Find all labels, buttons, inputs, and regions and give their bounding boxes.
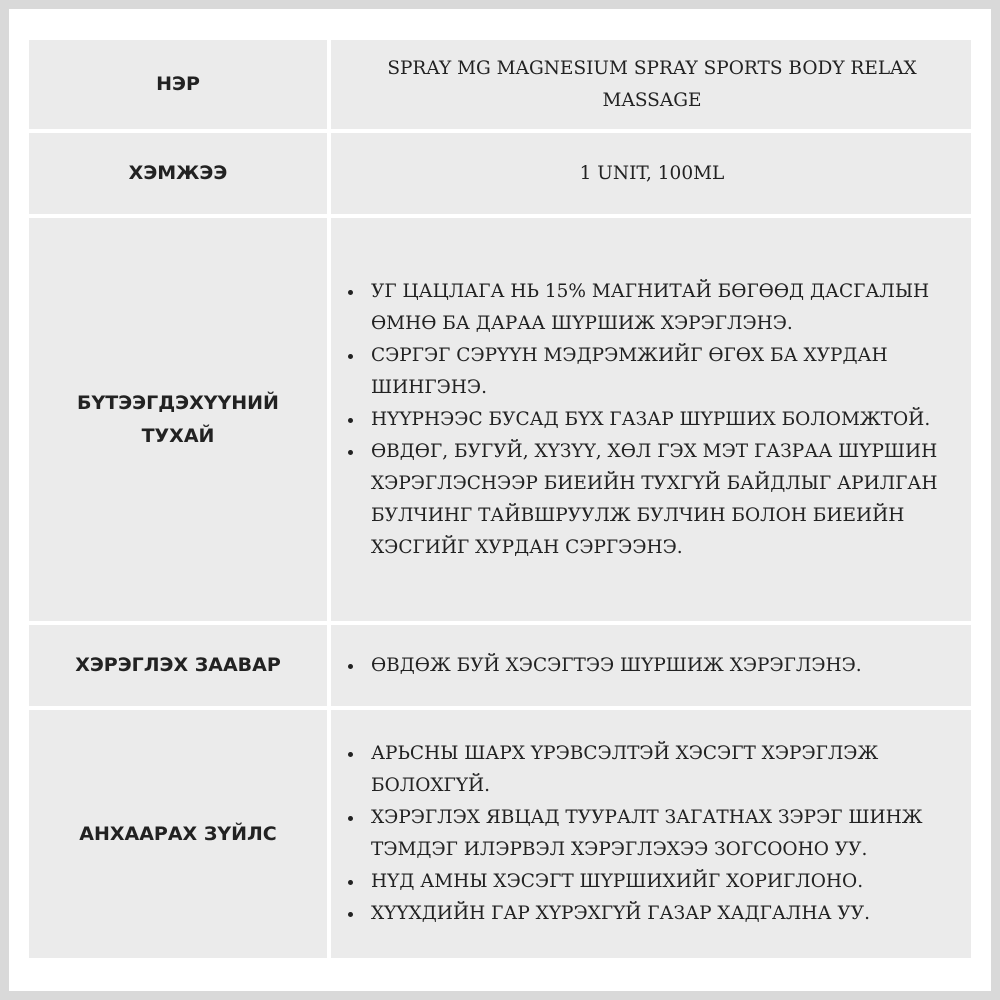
list-item: • ХЭРЭГЛЭХ ЯВЦАД ТУУРАЛТ ЗАГАТНАХ ЗЭРЭГ ШИНЖ ТЭМДЭГ ИЛЭРВЭЛ ХЭРЭГЛЭХЭЭ ЗОГСООНО УУ. xyxy=(365,802,963,866)
size-label: ХЭМЖЭЭ xyxy=(29,133,327,214)
product-info-table xyxy=(25,36,975,962)
cautions-list xyxy=(341,738,963,930)
product-info-sheet xyxy=(9,9,991,991)
about-list xyxy=(341,276,963,564)
usage-list xyxy=(341,650,963,682)
table-row xyxy=(29,40,971,129)
list-item: • НҮД АМНЫ ХЭСЭГТ ШҮРШИХИЙГ ХОРИГЛОНО. xyxy=(365,866,963,898)
about-value xyxy=(331,218,971,621)
usage-label: ХЭРЭГЛЭХ ЗААВАР xyxy=(29,625,327,706)
list-item: • СЭРГЭГ СЭРҮҮН МЭДРЭМЖИЙГ ӨГӨХ БА ХУРДАН ШИНГЭНЭ. xyxy=(365,340,963,404)
name-label: НЭР xyxy=(29,40,327,129)
table-row xyxy=(29,218,971,621)
list-item: • ӨВДӨЖ БУЙ ХЭСЭГТЭЭ ШҮРШИЖ ХЭРЭГЛЭНЭ. xyxy=(365,650,963,682)
name-value: SPRAY MG MAGNESIUM SPRAY SPORTS BODY RELAX MASSAGE xyxy=(331,40,971,129)
list-item: • ӨВДӨГ, БУГУЙ, ХҮЗҮҮ, ХӨЛ ГЭХ МЭТ ГАЗРАА ШҮРШИН ХЭРЭГЛЭСНЭЭР БИЕИЙН ТУХГҮЙ БАЙДЛЫГ АРИЛГАН БУЛЧИНГ ТАЙВШРУУЛЖ БУЛЧИН БОЛОН БИЕИЙН ХЭСГИЙГ ХУРДАН СЭРГЭЭНЭ. xyxy=(365,436,963,564)
table-row xyxy=(29,625,971,706)
cautions-label: АНХААРАХ ЗҮЙЛС xyxy=(29,710,327,958)
list-item: • ХҮҮХДИЙН ГАР ХҮРЭХГҮЙ ГАЗАР ХАДГАЛНА УУ. xyxy=(365,898,963,930)
list-item: • АРЬСНЫ ШАРХ ҮРЭВСЭЛТЭЙ ХЭСЭГТ ХЭРЭГЛЭЖ БОЛОХГҮЙ. xyxy=(365,738,963,802)
about-label: БҮТЭЭГДЭХҮҮНИЙ ТУХАЙ xyxy=(29,218,327,621)
table-row xyxy=(29,710,971,958)
usage-value xyxy=(331,625,971,706)
table-row xyxy=(29,133,971,214)
cautions-value xyxy=(331,710,971,958)
list-item: • УГ ЦАЦЛАГА НЬ 15% МАГНИТАЙ БӨГӨӨД ДАСГАЛЫН ӨМНӨ БА ДАРАА ШҮРШИЖ ХЭРЭГЛЭНЭ. xyxy=(365,276,963,340)
size-value: 1 UNIT, 100ML xyxy=(331,133,971,214)
list-item: • НҮҮРНЭЭС БУСАД БҮХ ГАЗАР ШҮРШИХ БОЛОМЖТОЙ. xyxy=(365,404,963,436)
